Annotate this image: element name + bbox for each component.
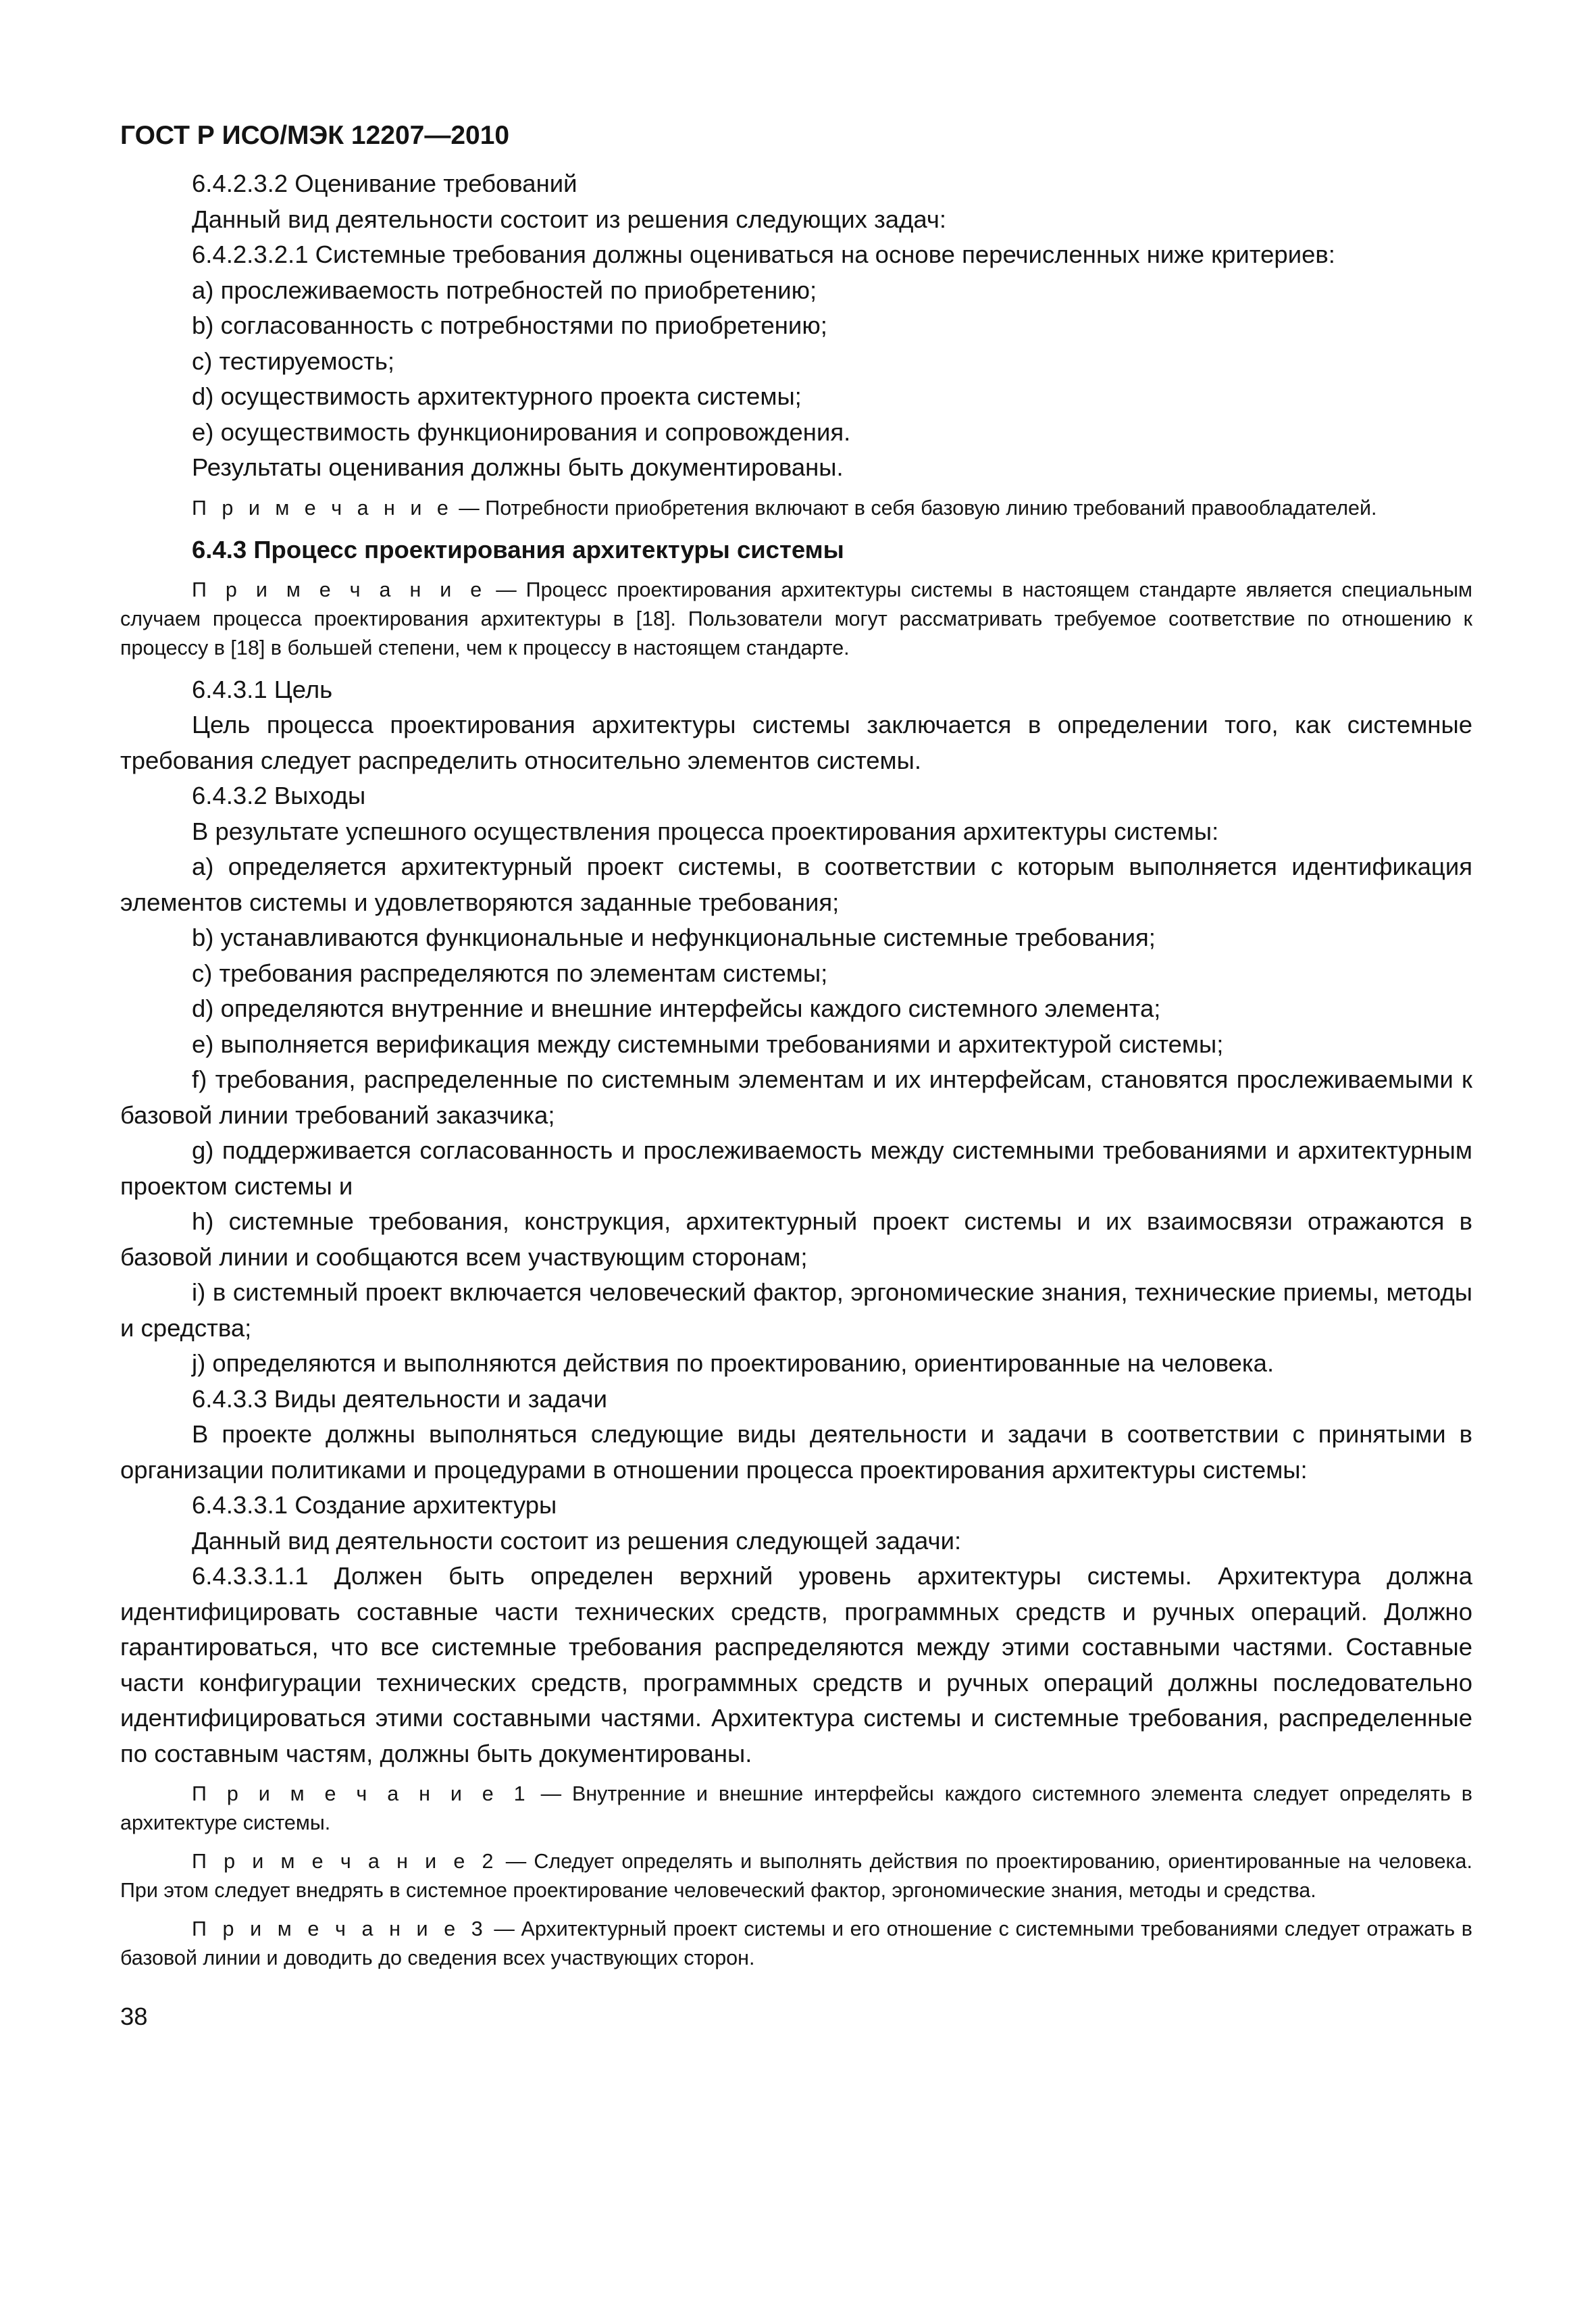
list-item: h) системные требования, конструкция, архитектурный проект системы и их взаимосвязи отражаются в базовой линии и сообщаются всем участвующим сторонам; [120,1207,1472,1271]
note-text: — Следует определять и выполнять действия по проектированию, ориентированные на человека. При этом следует внедрять в системное проектирование человеческий фактор, эргономические знания, методы и средства. [120,1850,1472,1902]
section-title: 6.4.3.3.1 Создание архитектуры [192,1491,557,1519]
list-item: i) в системный проект включается человеческий фактор, эргономические знания, технические приемы, методы и средства; [120,1278,1472,1342]
note-label: П р и м е ч а н и е [192,496,453,520]
note [120,1780,1472,1838]
note-text: — Потребности приобретения включают в себя базовую линию требований правообладателей. [453,496,1377,520]
note [120,1847,1472,1905]
list-item: j) определяются и выполняются действия по проектированию, ориентированные на человека. [192,1349,1275,1377]
paragraph: Данный вид деятельности состоит из решения следующих задач: [192,205,947,233]
list-item: g) поддерживается согласованность и прослеживаемость между системными требованиями и архитектурным проектом системы и [120,1136,1472,1200]
note-label: П р и м е ч а н и е [192,578,487,601]
note-label: П р и м е ч а н и е 1 [192,1782,530,1805]
note-text: — Процесс проектирования архитектуры системы в настоящем стандарте является специальным случаем процесса проектирования архитектуры в [18]. Пользователи могут рассматривать требуемое соответствие по отношению к процессу в [18] в большей степени, чем к процессу в настоящем стандарте. [120,578,1472,659]
list-item: e) осуществимость функционирования и сопровождения. [192,418,851,446]
list-item: c) требования распределяются по элементам системы; [192,959,828,987]
document-header: ГОСТ Р ИСО/МЭК 12207—2010 [120,121,510,150]
list-item: a) прослеживаемость потребностей по приобретению; [192,276,817,304]
list-item: a) определяется архитектурный проект системы, в соответствии с которым выполняется идентификация элементов системы и удовлетворяются заданные требования; [120,853,1472,916]
section-heading: 6.4.3 Процесс проектирования архитектуры системы [192,535,844,563]
note [120,1915,1472,1973]
paragraph: Цель процесса проектирования архитектуры системы заключается в определении того, как системные требования следует распределить относительно элементов системы. [120,711,1472,774]
section-title: 6.4.3.3 Виды деятельности и задачи [192,1384,607,1413]
paragraph: 6.4.2.3.2.1 Системные требования должны оцениваться на основе перечисленных ниже критериев: [192,241,1335,268]
paragraph: В результате успешного осуществления процесса проектирования архитектуры системы: [192,817,1219,845]
note-label: П р и м е ч а н и е 3 [192,1917,488,1940]
section-title: 6.4.3.2 Выходы [192,782,366,809]
page-number: 38 [120,2003,148,2030]
list-item: d) определяются внутренние и внешние интерфейсы каждого системного элемента; [192,995,1161,1022]
note-text: — Архитектурный проект системы и его отношение с системными требованиями следует отражать в базовой линии и доводить до сведения всех участвующих сторон. [120,1917,1472,1969]
section-title: 6.4.3.1 Цель [192,675,333,703]
list-item: b) устанавливаются функциональные и нефункциональные системные требования; [192,924,1156,951]
list-item: c) тестируемость; [192,347,395,375]
list-item: e) выполняется верификация между системными требованиями и архитектурой системы; [192,1030,1224,1058]
list-item: d) осуществимость архитектурного проекта системы; [192,382,802,410]
section-6-4-2-3-2-title: 6.4.2.3.2 Оценивание требований [192,170,577,197]
note [120,494,1472,523]
note-text: — Внутренние и внешние интерфейсы каждого системного элемента следует определять в архитектуре системы. [120,1782,1472,1834]
paragraph: 6.4.3.3.1.1 Должен быть определен верхний уровень архитектуры системы. Архитектура должна идентифицировать составные части технических средств, программных средств и ручных операций. Должно гарантироваться, что все системные требования распределяются между этими составными частями. Составные части конфигурации технических средств, программных средств и ручных операций должны последовательно идентифицироваться этими составными частями. Архитектура системы и системные требования, распределенные по составным частям, должны быть документированы. [120,1562,1472,1767]
note-label: П р и м е ч а н и е 2 [192,1850,498,1873]
list-item: b) согласованность с потребностями по приобретению; [192,311,827,339]
paragraph: Данный вид деятельности состоит из решения следующей задачи: [192,1526,962,1555]
note [120,576,1472,663]
list-item: f) требования, распределенные по системным элементам и их интерфейсам, становятся прослеживаемыми к базовой линии требований заказчика; [120,1065,1472,1129]
page-content [120,119,1472,2034]
paragraph: В проекте должны выполняться следующие виды деятельности и задачи в соответствии с принятыми в организации политиками и процедурами в отношении процесса проектирования архитектуры системы: [120,1420,1472,1484]
paragraph: Результаты оценивания должны быть документированы. [192,453,844,481]
